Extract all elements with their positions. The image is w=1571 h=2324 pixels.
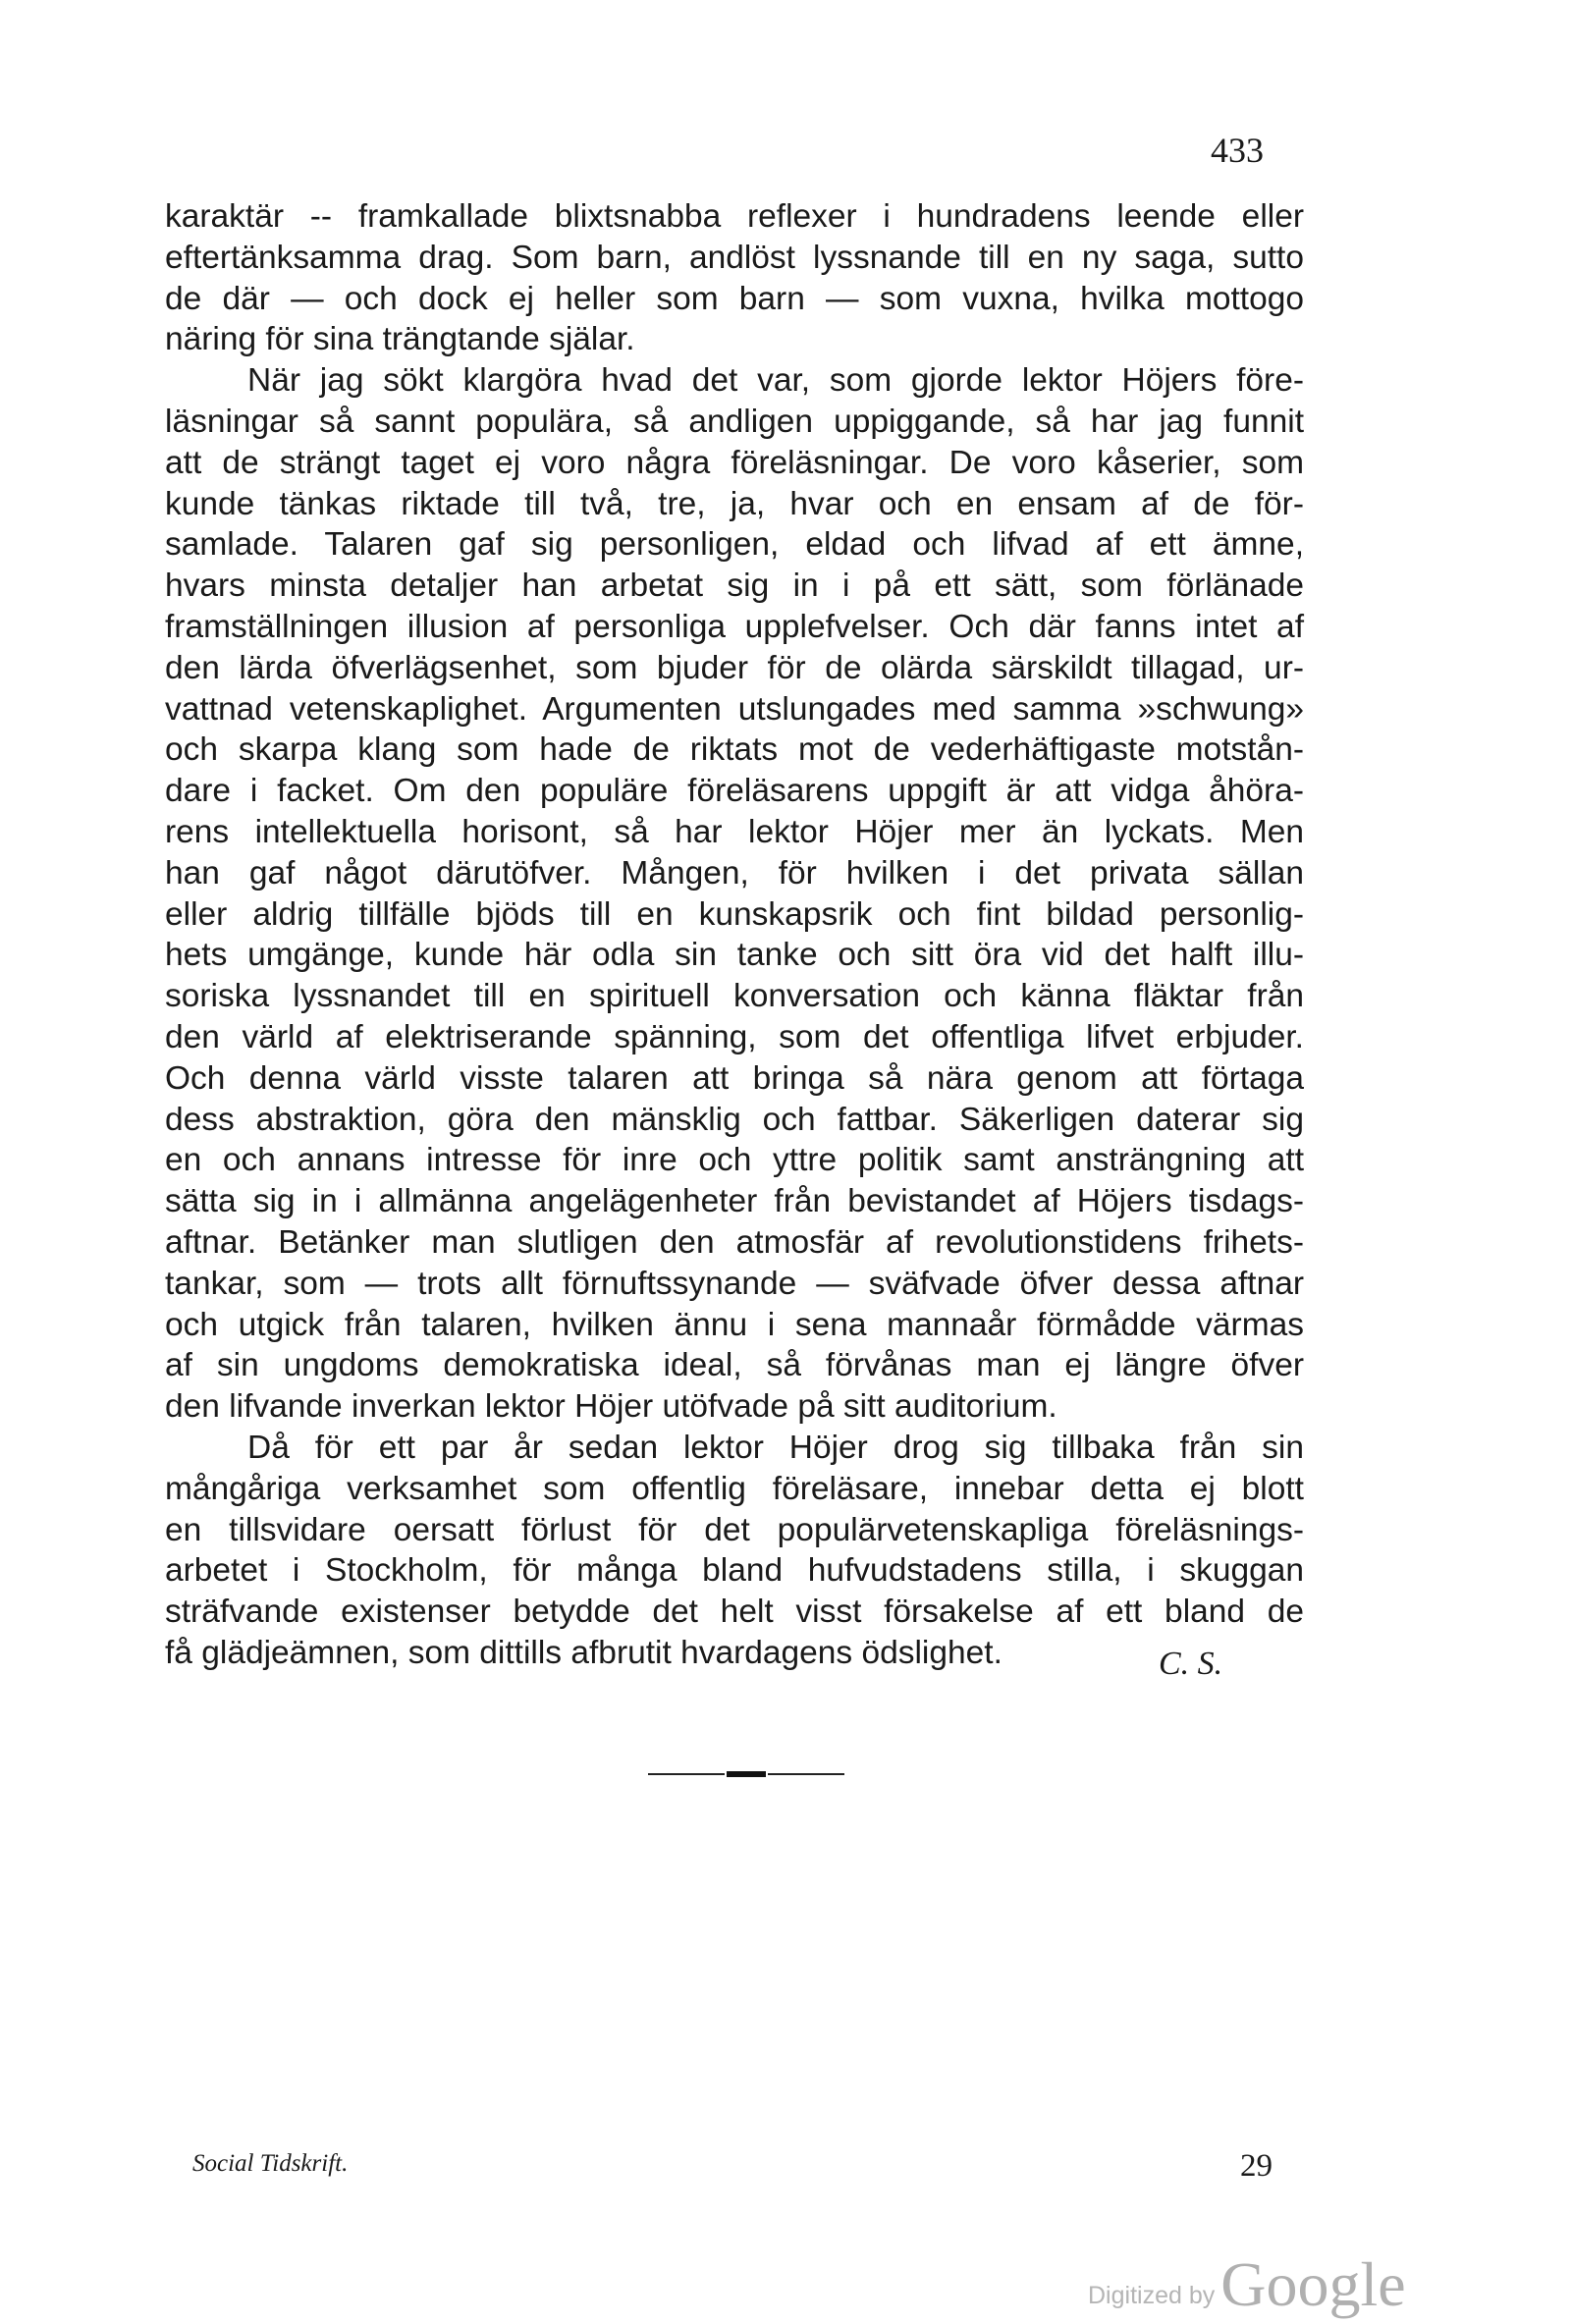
text-line: vattnad vetenskaplighet. Argumenten utslungades med samma »schwung» xyxy=(165,690,1304,728)
text-line: få glädjeämnen, som dittills afbrutit hvardagens ödslighet. xyxy=(165,1634,1002,1671)
text-line: dare i facket. Om den populäre föreläsarens uppgift är att vidga åhöra- xyxy=(165,773,1304,810)
watermark-prefix: Digitized by xyxy=(1088,2282,1216,2309)
digitization-watermark xyxy=(1088,2249,1406,2319)
text-line: den lifvande inverkan lektor Höjer utöfvade på sitt auditorium. xyxy=(165,1388,1057,1426)
text-line: framställningen illusion af personliga upplefvelser. Och där fanns intet af xyxy=(165,608,1304,645)
article-body xyxy=(165,196,1304,1674)
text-line: läsningar så sannt populära, så andligen uppiggande, så har jag funnit xyxy=(165,403,1304,440)
text-line: den värld af elektriserande spänning, som det offentliga lifvet erbjuder. xyxy=(165,1018,1304,1055)
text-line: kunde tänkas riktade till två, tre, ja, hvar och en ensam af de för- xyxy=(165,485,1304,522)
text-line: de där — och dock ej heller som barn — som vuxna, hvilka mottogo xyxy=(165,280,1304,317)
text-line: aftnar. Betänker man slutligen den atmosfär af revolutionstidens frihets- xyxy=(165,1223,1304,1261)
text-line: hvars minsta detaljer han arbetat sig in i på ett sätt, som förlänade xyxy=(165,567,1304,605)
text-line: och utgick från talaren, hvilken ännu i sena mannaår förmådde värmas xyxy=(165,1306,1304,1343)
divider-rule-left xyxy=(648,1773,725,1775)
text-line: en tillsvidare oersatt förlust för det populärvetenskapliga föreläsnings- xyxy=(165,1511,1304,1548)
author-signature: C. S. xyxy=(1159,1646,1223,1682)
text-line: eftertänksamma drag. Som barn, andlöst lyssnande till en ny saga, sutto xyxy=(165,239,1304,276)
text-line: dess abstraktion, göra den mänsklig och fattbar. Säkerligen daterar sig xyxy=(165,1101,1304,1138)
divider-rule-right xyxy=(768,1773,844,1775)
text-line: rens intellektuella horisont, så har lektor Höjer mer än lyckats. Men xyxy=(165,813,1304,850)
text-line: eller aldrig tillfälle bjöds till en kunskapsrik och fint bildad personlig- xyxy=(165,895,1304,933)
text-line: Då för ett par år sedan lektor Höjer drog sig tillbaka från sin xyxy=(247,1429,1304,1466)
google-logo: Google xyxy=(1220,2249,1406,2319)
text-line: soriska lyssnandet till en spirituell konversation och känna fläktar från xyxy=(165,978,1304,1015)
text-line: näring för sina trängtande själar. xyxy=(165,321,635,358)
text-line: Och denna värld visste talaren att bringa så nära genom att förtaga xyxy=(165,1059,1304,1097)
text-line: sträfvande existenser betydde det helt visst försakelse af ett bland de xyxy=(165,1594,1304,1631)
section-divider-ornament xyxy=(648,1771,844,1777)
text-line: arbetet i Stockholm, för många bland hufvudstadens stilla, i skuggan xyxy=(165,1552,1304,1590)
text-line: sätta sig in i allmänna angelägenheter från bevistandet af Höjers tisdags- xyxy=(165,1183,1304,1220)
divider-center-mark xyxy=(727,1771,766,1777)
text-line: samlade. Talaren gaf sig personligen, eldad och lifvad af ett ämne, xyxy=(165,526,1304,564)
text-line: att de strängt taget ej voro några föreläsningar. De voro kåserier, som xyxy=(165,444,1304,481)
text-line: hets umgänge, kunde här odla sin tanke och sitt öra vid det halft illu- xyxy=(165,937,1304,974)
text-line: och skarpa klang som hade de riktats mot de vederhäftigaste motstån- xyxy=(165,731,1304,769)
journal-title-footer: Social Tidskrift. xyxy=(192,2150,349,2177)
text-line: När jag sökt klargöra hvad det var, som gjorde lektor Höjers före- xyxy=(247,362,1304,400)
page-number: 433 xyxy=(1211,131,1264,170)
sheet-number: 29 xyxy=(1240,2148,1273,2184)
text-line: mångåriga verksamhet som offentlig föreläsare, innebar detta ej blott xyxy=(165,1470,1304,1507)
text-line: den lärda öfverlägsenhet, som bjuder för de olärda särskildt tillagad, ur- xyxy=(165,649,1304,686)
text-line: karaktär -- framkallade blixtsnabba reflexer i hundradens leende eller xyxy=(165,198,1304,235)
text-line: han gaf något därutöfver. Mången, för hvilken i det privata sällan xyxy=(165,854,1304,892)
text-line: tankar, som — trots allt förnuftssynande — sväfvade öfver dessa aftnar xyxy=(165,1265,1304,1302)
text-line: en och annans intresse för inre och yttre politik samt ansträngning att xyxy=(165,1142,1304,1179)
text-line: af sin ungdoms demokratiska ideal, så förvånas man ej längre öfver xyxy=(165,1347,1304,1384)
